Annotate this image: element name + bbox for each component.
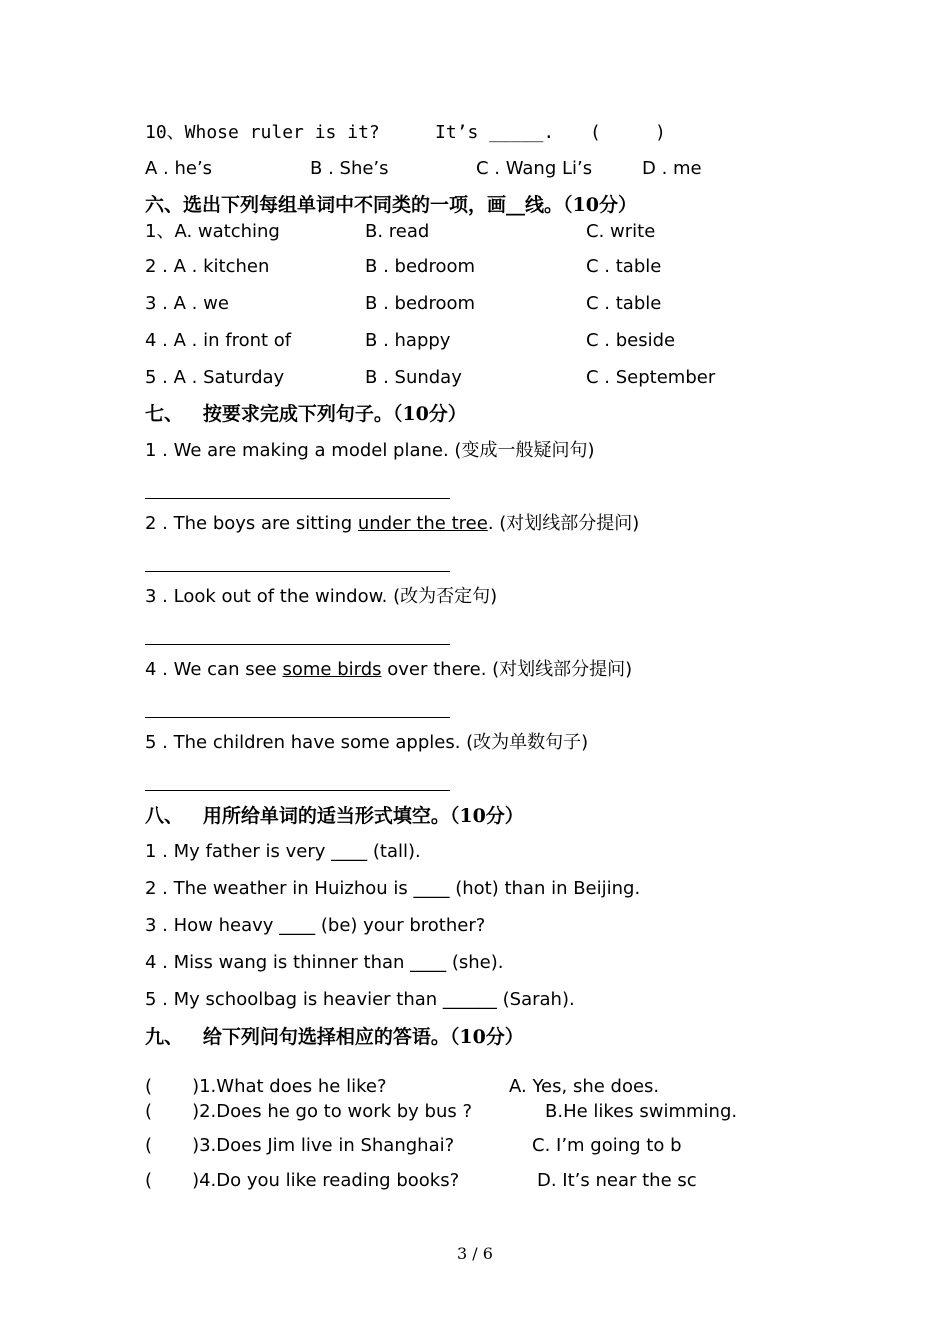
s9-answer-b: B.He likes swimming. (545, 1101, 738, 1122)
s6-row1-a: 1、A. watching (145, 221, 280, 242)
s6-row1-c: C. write (586, 221, 656, 242)
s7-answer-line-3 (145, 644, 450, 645)
section-7-title: 七、 按要求完成下列句子。（10分） (145, 403, 467, 425)
q10-stem: 10、Whose ruler is it? (145, 122, 380, 143)
section-9-title: 九、 给下列问句选择相应的答语。（10分） (145, 1026, 524, 1048)
s6-row5-b: B . Sunday (365, 367, 462, 388)
s7-question-2 (145, 513, 639, 535)
s8-item-3: 3 . How heavy ____ (be) your brother? (145, 915, 486, 936)
s6-row4-b: B . happy (365, 330, 451, 351)
q10-option-c: C . Wang Li’s (476, 158, 593, 179)
s8-item-5: 5 . My schoolbag is heavier than ______ (Sarah). (145, 989, 575, 1010)
s9-question-1: ( )1.What does he like? (145, 1076, 387, 1097)
s7-answer-line-1 (145, 498, 450, 499)
s6-row4-a: 4 . A . in front of (145, 330, 292, 351)
s9-question-4: ( )4.Do you like reading books? (145, 1170, 460, 1191)
s6-row2-b: B . bedroom (365, 256, 476, 277)
page-number: 3 / 6 (457, 1244, 493, 1263)
s7-question-5: 5 . The children have some apples. (改为单数句子) (145, 732, 589, 753)
section-6-title: 六、选出下列每组单词中不同类的一项，画__线。（10分） (145, 194, 637, 216)
s7-answer-line-5 (145, 790, 450, 791)
s7-q4-pre: 4 . We can see (145, 659, 283, 680)
s6-row3-b: B . bedroom (365, 293, 476, 314)
s7-question-3: 3 . Look out of the window. (改为否定句) (145, 586, 498, 607)
s9-question-3: ( )3.Does Jim live in Shanghai? (145, 1135, 455, 1156)
s6-row3-c: C . table (586, 293, 662, 314)
q10-answer: It’s _____. (435, 122, 555, 143)
s6-row4-c: C . beside (586, 330, 676, 351)
s7-q2-post: . (对划线部分提问) (487, 513, 640, 534)
s8-item-2: 2 . The weather in Huizhou is ____ (hot) than in Beijing. (145, 878, 641, 899)
q10-option-b: B . She’s (310, 158, 389, 179)
q10-option-a: A . he’s (145, 158, 213, 179)
s7-q2-underlined: under the tree (357, 513, 488, 534)
s8-item-1: 1 . My father is very ____ (tall). (145, 841, 421, 862)
s9-answer-c: C. I’m going to b (532, 1135, 682, 1156)
s9-question-2: ( )2.Does he go to work by bus ? (145, 1101, 473, 1122)
s9-answer-d: D. It’s near the sc (537, 1170, 697, 1191)
s7-q4-post: over there. (对划线部分提问) (381, 659, 633, 680)
s6-row5-a: 5 . A . Saturday (145, 367, 285, 388)
s7-q2-pre: 2 . The boys are sitting (145, 513, 358, 534)
s6-row5-c: C . September (586, 367, 716, 388)
s7-question-1: 1 . We are making a model plane. (变成一般疑问句) (145, 440, 595, 461)
q10-option-d: D . me (642, 158, 702, 179)
s6-row1-b: B. read (365, 221, 430, 242)
s7-question-4 (145, 659, 632, 681)
s6-row2-c: C . table (586, 256, 662, 277)
s6-row3-a: 3 . A . we (145, 293, 229, 314)
s9-answer-a: A. Yes, she does. (509, 1076, 660, 1097)
section-8-title: 八、 用所给单词的适当形式填空。（10分） (145, 805, 524, 827)
s7-answer-line-4 (145, 717, 450, 718)
s7-answer-line-2 (145, 571, 450, 572)
q10-paren: ( ) (590, 122, 666, 143)
s6-row2-a: 2 . A . kitchen (145, 256, 270, 277)
s8-item-4: 4 . Miss wang is thinner than ____ (she). (145, 952, 504, 973)
s7-q4-underlined: some birds (282, 659, 382, 680)
